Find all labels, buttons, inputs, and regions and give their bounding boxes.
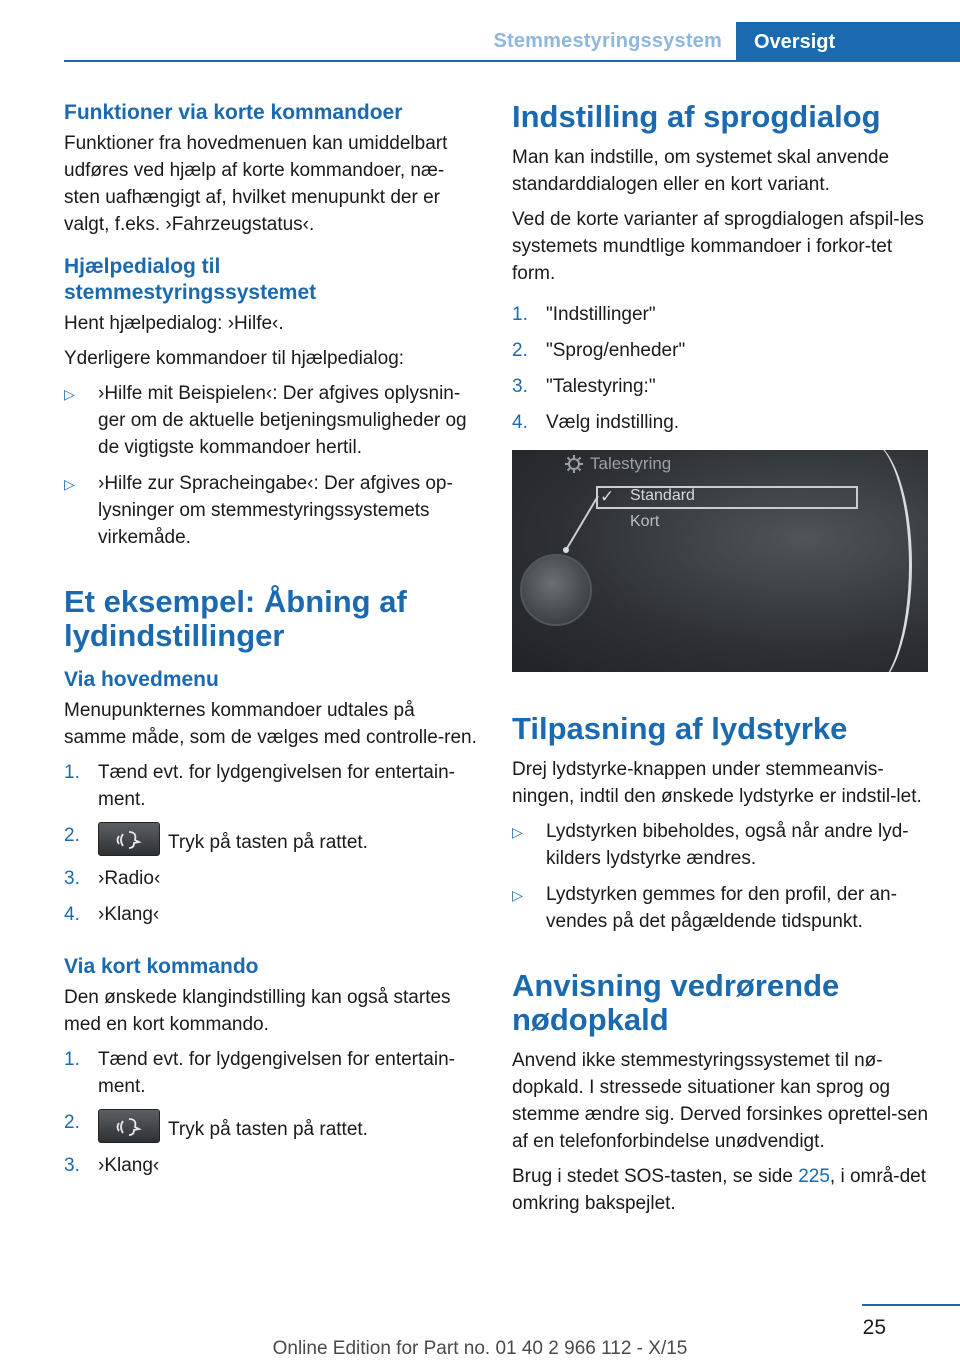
voice-button-icon: [98, 822, 160, 856]
triangle-bullet-icon: ▷: [512, 824, 523, 840]
heading-main-menu: Via hovedmenu: [64, 668, 219, 691]
screen-option-kort: Kort: [630, 513, 660, 530]
menu-steps: [64, 759, 478, 928]
volume-list: [512, 818, 932, 935]
right-column: [512, 100, 932, 1225]
screen-title: Talestyring: [590, 454, 672, 473]
list-item: 3. ›Radio‹: [64, 868, 161, 889]
list-item: 2. "Sprog/enheder": [512, 340, 686, 361]
list-item: ▷ Lydstyrken gemmes for den profil, der an-vendes på det pågældende tidspunkt.: [512, 884, 897, 932]
list-item: 1. Tænd evt. for lydgengivelsen for entertain-ment.: [64, 762, 455, 810]
controller-knob-icon: [520, 554, 592, 626]
triangle-bullet-icon: ▷: [64, 386, 75, 402]
list-item: 4. ›Klang‹: [64, 904, 160, 925]
screen-option-standard: Standard: [630, 487, 695, 504]
idrive-screen-illustration: [512, 450, 928, 672]
paragraph-language-2: Ved de korte varianter af sprogdialogen afspil-les systemets mundtlige kommandoer i forkor-tet form.: [512, 209, 924, 284]
header-section-title: Stemmestyringssystem: [493, 30, 722, 52]
paragraph-sos: Brug i stedet SOS-tasten, se side 225, i områ-det omkring bakspejlet.: [512, 1166, 926, 1214]
paragraph-help-more: Yderligere kommandoer til hjælpedialog:: [64, 348, 405, 369]
heading-volume: Tilpasning af lydstyrke: [512, 711, 848, 746]
list-item: 1. Tænd evt. for lydgengivelsen for entertain-ment.: [64, 1049, 455, 1097]
heading-emergency: Anvisning vedrørende nødopkald: [512, 968, 840, 1037]
heading-help-dialog: Hjælpedialog til stemmestyringssystemet: [64, 255, 317, 304]
heading-language-dialog: Indstilling af sprogdialog: [512, 99, 881, 134]
language-steps: [512, 301, 932, 436]
voice-button-icon: [98, 1109, 160, 1143]
paragraph-help-fetch: Hent hjælpedialog: ›Hilfe‹.: [64, 313, 284, 334]
heading-short-command: Via kort kommando: [64, 955, 259, 978]
list-item: 2. Tryk på tasten på rattet.: [64, 1109, 478, 1143]
triangle-bullet-icon: ▷: [512, 887, 523, 903]
paragraph-main-menu: Menupunkternes kommandoer udtales på samme måde, som de vælges med controlle-ren.: [64, 700, 477, 748]
left-column: [64, 100, 478, 1188]
paragraph-language-1: Man kan indstille, om systemet skal anvende standarddialogen eller en kort variant.: [512, 147, 890, 195]
paragraph-short-command: Den ønskede klangindstilling kan også startes med en kort kommando.: [64, 987, 451, 1035]
heading-example: Et eksempel: Åbning af lydindstillinger: [64, 584, 407, 653]
list-item: ▷ ›Hilfe mit Beispielen‹: Der afgives oplysnin-ger om de aktuelle betjeningsmuligheder og de vigtigste kommandoer hertil.: [64, 383, 467, 458]
header-tab-oversigt: Oversigt: [736, 22, 960, 62]
list-item: 1. "Indstillinger": [512, 304, 656, 325]
list-item: 2. Tryk på tasten på rattet.: [64, 822, 478, 856]
heading-short-commands: Funktioner via korte kommandoer: [64, 101, 403, 124]
paragraph-short-commands: Funktioner fra hovedmenuen kan umiddelbart udføres ved hjælp af korte kommandoer, næ-sten uafhængigt af, hvilket menupunkt der er valgt, f.eks. ›Fahrzeugstatus‹.: [64, 133, 448, 235]
list-item: ▷ ›Hilfe zur Spracheingabe‹: Der afgives op-lysninger om stemmestyringssystemets virkemåde.: [64, 473, 453, 548]
help-list: [64, 380, 478, 551]
header-rule: [64, 60, 960, 62]
page-link-225[interactable]: 225: [798, 1166, 830, 1187]
footer-edition: Online Edition for Part no. 01 40 2 966 112 - X/15: [272, 1338, 688, 1359]
list-item: 3. "Talestyring:": [512, 376, 656, 397]
list-item: 3. ›Klang‹: [64, 1155, 160, 1176]
paragraph-volume: Drej lydstyrke-knappen under stemmeanvis-ningen, indtil den ønskede lydstyrke er indstil-let.: [512, 759, 922, 807]
short-steps: [64, 1046, 478, 1179]
check-icon: ✓: [600, 487, 615, 506]
page-number: 25: [862, 1316, 886, 1339]
list-item: 4. Vælg indstilling.: [512, 412, 680, 433]
page-header: [0, 0, 960, 62]
paragraph-emergency: Anvend ikke stemmestyringssystemet til nø-dopkald. I stressede situationer kan sprog og stemme ændre sig. Derved forsinkes oprettel-sen af en telefonforbindelse unødvendigt.: [512, 1050, 929, 1152]
triangle-bullet-icon: ▷: [64, 476, 75, 492]
list-item: ▷ Lydstyrken bibeholdes, også når andre lyd-kilders lydstyrke ændres.: [512, 821, 909, 869]
